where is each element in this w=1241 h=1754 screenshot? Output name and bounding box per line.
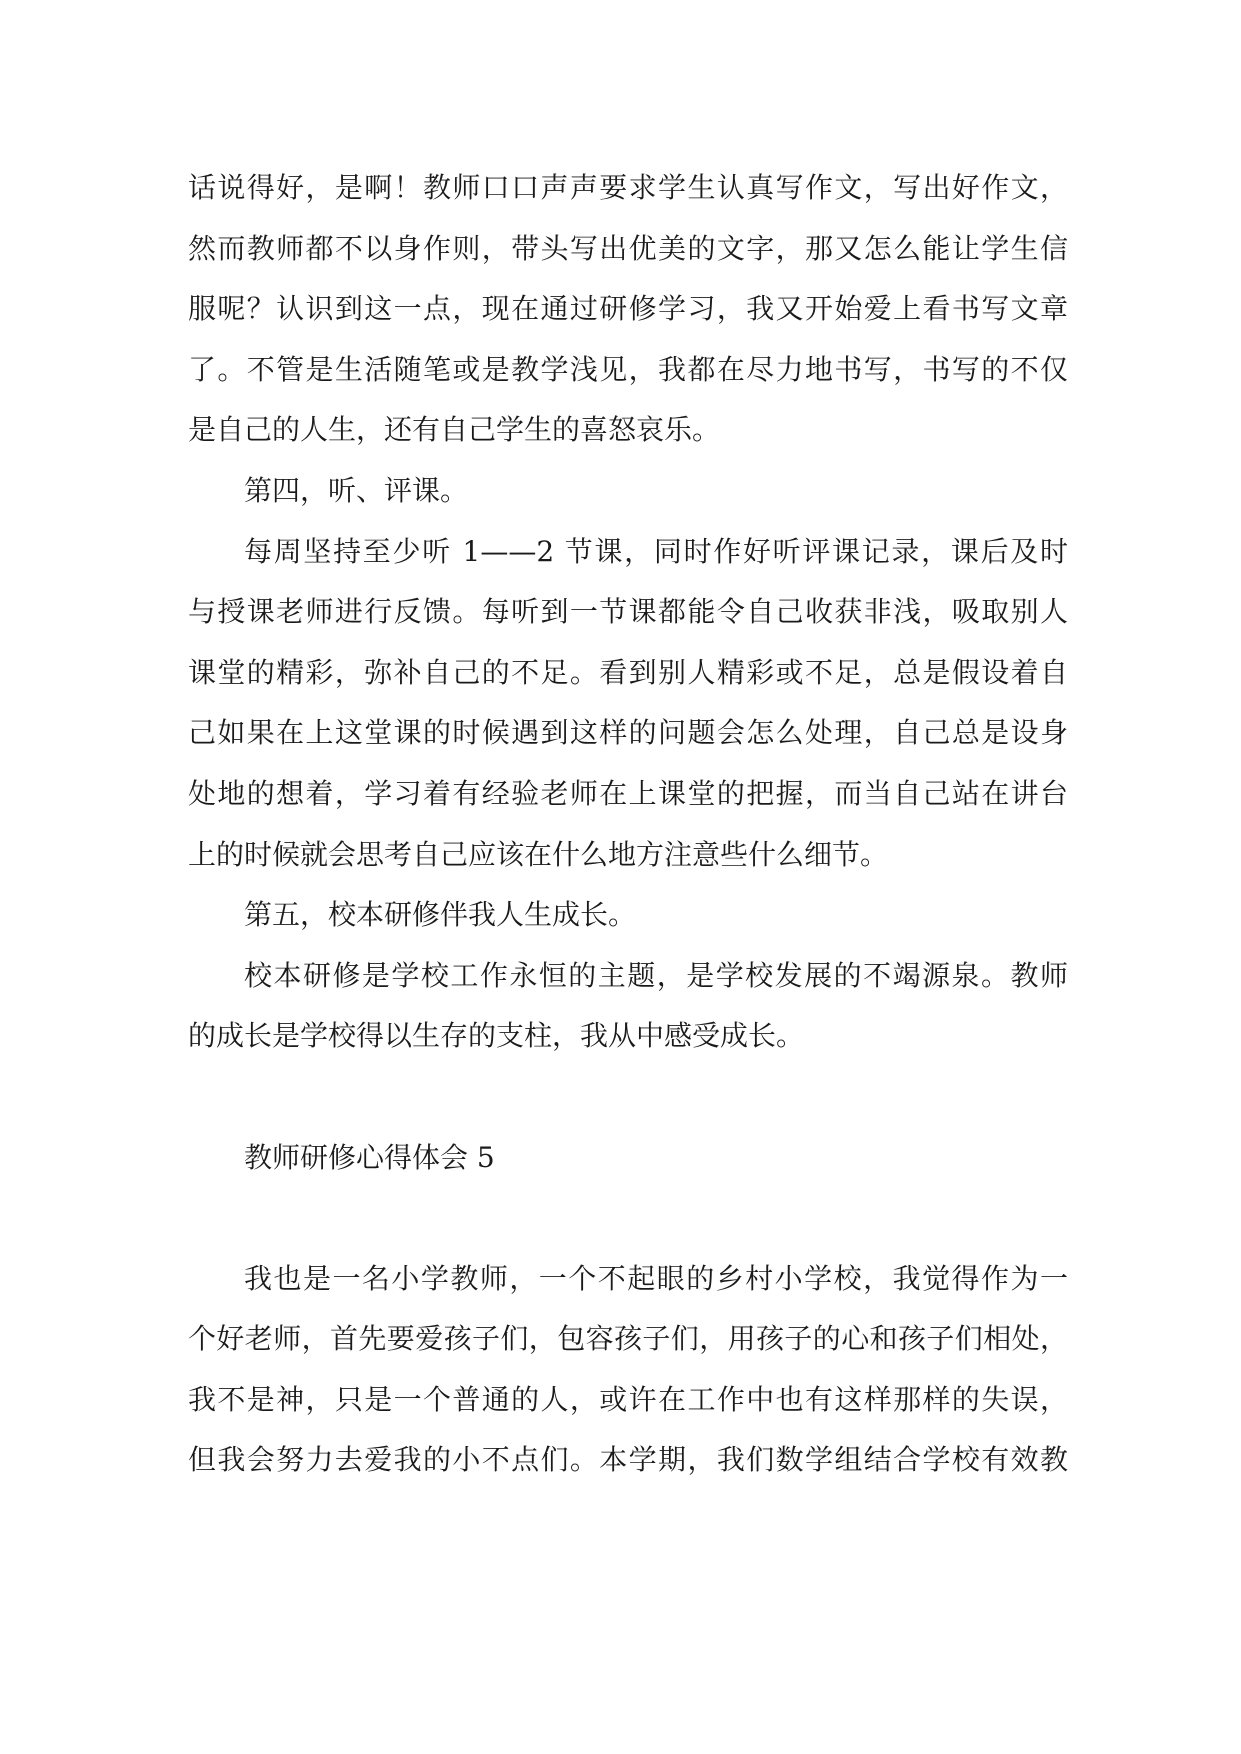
text-line: 校本研修是学校工作永恒的主题，是学校发展的不竭源泉。教师 bbox=[244, 958, 1068, 992]
text-line: 处地的想着，学习着有经验老师在上课堂的把握，而当自己站在讲台 bbox=[188, 776, 1068, 810]
text-line: 与授课老师进行反馈。每听到一节课都能令自己收获非浅，吸取别人 bbox=[188, 595, 1068, 629]
text-line: 我也是一名小学教师，一个不起眼的乡村小学校，我觉得作为一 bbox=[244, 1261, 1068, 1295]
document-body bbox=[188, 158, 1068, 1491]
text-line: 上的时候就会思考自己应该在什么地方注意些什么细节。 bbox=[188, 837, 889, 871]
text-line: 了。不管是生活随笔或是教学浅见，我都在尽力地书写，书写的不仅 bbox=[188, 352, 1068, 386]
text-line: 己如果在上这堂课的时候遇到这样的问题会怎么处理，自己总是设身 bbox=[188, 716, 1068, 750]
text-line: 课堂的精彩，弥补自己的不足。看到别人精彩或不足，总是假设着自 bbox=[188, 655, 1068, 689]
text-line: 是自己的人生，还有自己学生的喜怒哀乐。 bbox=[188, 413, 721, 447]
blank-line bbox=[188, 1188, 1068, 1249]
text-line: 然而教师都不以身作则，带头写出优美的文字，那又怎么能让学生信 bbox=[188, 231, 1068, 265]
section-heading-4: 第四，听、评课。 bbox=[244, 473, 469, 507]
text-line: 我不是神，只是一个普通的人，或许在工作中也有这样那样的失误， bbox=[188, 1382, 1068, 1416]
article-title: 教师研修心得体会 5 bbox=[244, 1140, 495, 1174]
text-line: 的成长是学校得以生存的支柱，我从中感受成长。 bbox=[188, 1019, 805, 1053]
text-line: 但我会努力去爱我的小不点们。本学期，我们数学组结合学校有效教 bbox=[188, 1443, 1068, 1477]
section-heading-5: 第五，校本研修伴我人生成长。 bbox=[244, 898, 637, 932]
text-line: 个好老师，首先要爱孩子们，包容孩子们，用孩子的心和孩子们相处， bbox=[188, 1322, 1068, 1356]
text-line: 服呢？认识到这一点，现在通过研修学习，我又开始爱上看书写文章 bbox=[188, 292, 1068, 326]
text-line: 话说得好，是啊！教师口口声声要求学生认真写作文，写出好作文， bbox=[188, 171, 1068, 204]
blank-line bbox=[188, 1067, 1068, 1128]
text-line: 每周坚持至少听 1——2 节课，同时作好听评课记录，课后及时 bbox=[244, 534, 1068, 568]
